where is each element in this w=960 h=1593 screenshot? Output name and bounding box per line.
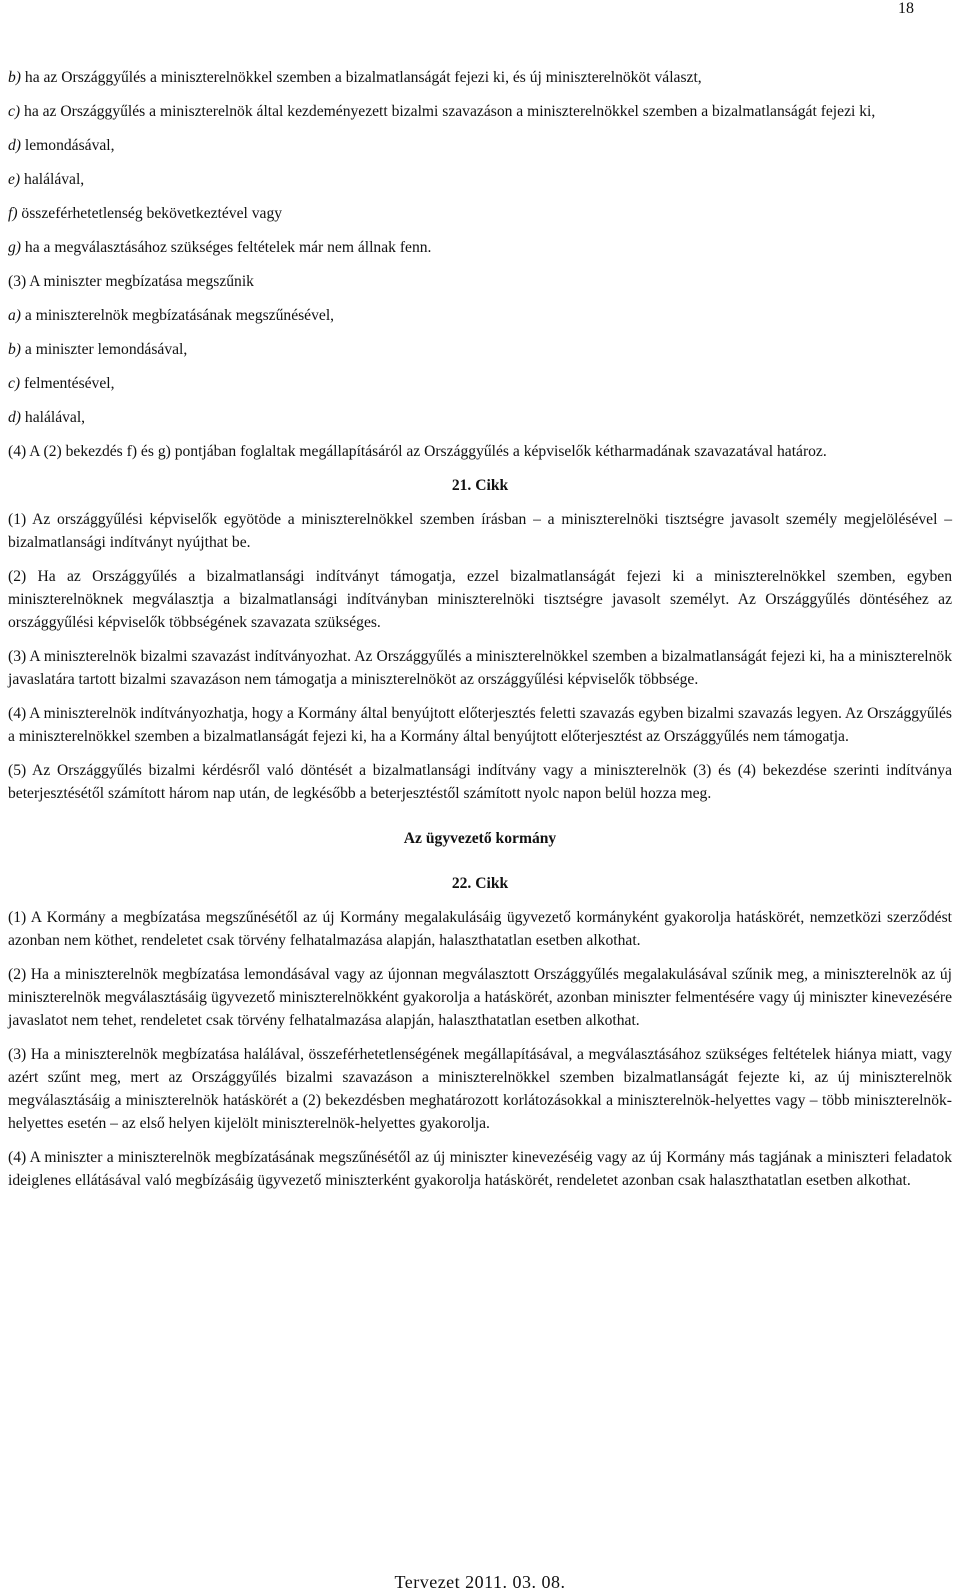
page-footer: Tervezet 2011. 03. 08.	[394, 1572, 566, 1592]
list-item	[8, 304, 952, 327]
list-letter: c)	[8, 103, 21, 120]
list-letter: f)	[8, 205, 18, 222]
page-number: 18	[898, 0, 914, 17]
list-text: ha az Országgyűlés a miniszterelnökkel szemben a bizalmatlanságát fejezi ki, és új miniszterelnököt választ,	[21, 69, 702, 86]
article-title: 22. Cikk	[451, 875, 509, 892]
list-text: ha a megválasztásához szükséges feltételek már nem állnak fenn.	[21, 239, 432, 256]
list-text: a miniszterelnök megbízatásának megszűnésével,	[21, 307, 335, 324]
list-text: összeférhetetlenség bekövetkeztével vagy	[17, 205, 283, 222]
list-letter: c)	[8, 375, 21, 392]
list-item	[8, 338, 952, 361]
document-body	[8, 66, 952, 1203]
list-text: a miniszter lemondásával,	[21, 341, 188, 358]
paragraph: (1) Az országgyűlési képviselők egyötöde a miniszterelnökkel szemben írásban – a miniszterelnöki tisztségre javasolt személy megjelölésével – bizalmatlansági indítványt nyújthat be.	[8, 511, 952, 551]
list-items-b	[8, 304, 952, 429]
list-item	[8, 236, 952, 259]
list-letter: d)	[8, 409, 21, 426]
article-title: 21. Cikk	[451, 477, 509, 494]
list-item	[8, 168, 952, 191]
list-letter: b)	[8, 69, 21, 86]
paragraph: (2) Ha az Országgyűlés a bizalmatlansági indítványt támogatja, ezzel bizalmatlanságát fejezi ki a miniszterelnökkel szemben, egyben miniszterelnöknek megválasztja a bizalmatlansági indítványban miniszterelnöki tisztségre javasolt személyt. Az Országgyűlés döntéséhez az országgyűlési képviselők többségének szavazata szükséges.	[8, 568, 952, 631]
paragraph: (3) A miniszterelnök bizalmi szavazást indítványozhat. Az Országgyűlés a miniszterelnökkel szemben a bizalmatlanságát fejezi ki, ha a miniszterelnök javaslatára tartott bizalmi szavazáson nem támogatja a miniszterelnököt az országgyűlési képviselők többsége.	[8, 648, 952, 688]
list-item	[8, 202, 952, 225]
list-letter: g)	[8, 239, 21, 256]
list-letter: e)	[8, 171, 21, 188]
list-letter: b)	[8, 341, 21, 358]
list-text: felmentésével,	[20, 375, 115, 392]
paragraph: (5) Az Országgyűlés bizalmi kérdésről való döntését a bizalmatlansági indítvány vagy a miniszterelnök (3) és (4) bekezdése szerinti indítványa beterjesztésétől számított három nap után, de legkésőbb a beterjesztéstől számított nyolc napon belül hozza meg.	[8, 762, 952, 802]
paragraph: (4) A miniszter a miniszterelnök megbízatásának megszűnésétől az új miniszter kinevezéséig vagy az új Kormány más tagjának a miniszteri feladatok ideiglenes ellátásával való megbízásáig ügyvezető miniszterként gyakorolja hatáskörét, rendeletet azonban csak halaszthatatlan esetben alkothat.	[8, 1149, 952, 1189]
list-text: ha az Országgyűlés a miniszterelnök által kezdeményezett bizalmi szavazáson a miniszterelnökkel szemben a bizalmatlanságát fejezi ki,	[20, 103, 876, 120]
list-item	[8, 406, 952, 429]
paragraph: (4) A (2) bekezdés f) és g) pontjában foglaltak megállapításáról az Országgyűlés a képviselők kétharmadának szavazatával határoz.	[8, 443, 827, 460]
list-items-a	[8, 66, 952, 259]
list-letter: d)	[8, 137, 21, 154]
paragraph: (1) A Kormány a megbízatása megszűnésétől az új Kormány megalakulásáig ügyvezető kormányként gyakorolja hatáskörét, nemzetközi szerződést azonban nem köthet, rendeletet csak törvény felhatalmazása alapján, halaszthatatlan esetben alkothat.	[8, 909, 952, 949]
list-item	[8, 66, 952, 89]
paragraph: (4) A miniszterelnök indítványozhatja, hogy a Kormány által benyújtott előterjesztés feletti szavazás egyben bizalmi szavazás legyen. Az Országgyűlés a miniszterelnökkel szemben a bizalmatlanságát fejezi ki, ha a Kormány által benyújtott előterjesztést az Országgyűlés nem támogatja.	[8, 705, 952, 745]
list-letter: a)	[8, 307, 21, 324]
list-text: halálával,	[20, 171, 85, 188]
list-item	[8, 134, 952, 157]
list-text: halálával,	[21, 409, 86, 426]
section-title: Az ügyvezető kormány	[403, 830, 557, 847]
paragraph: (3) A miniszter megbízatása megszűnik	[8, 273, 254, 290]
paragraph: (2) Ha a miniszterelnök megbízatása lemondásával vagy az újonnan megválasztott Országgyűlés megalakulásával szűnik meg, a miniszterelnök az új miniszterelnök megválasztásáig ügyvezető miniszterelnökként gyakorolja a hatáskörét, azonban miniszter felmentésére vagy új miniszter kinevezésére javaslatot nem tehet, rendeletet csak törvény felhatalmazása alapján, halaszthatatlan esetben alkothat.	[8, 966, 952, 1029]
list-item	[8, 100, 952, 123]
list-text: lemondásával,	[21, 137, 115, 154]
paragraph: (3) Ha a miniszterelnök megbízatása halálával, összeférhetetlenségének megállapításával, a megválasztásához szükséges feltételek hiánya miatt, vagy azért szűnt meg, mert az Országgyűlés bizalmi szavazáson a miniszterelnökkel szemben bizalmatlanságát fejezte ki, az új miniszterelnök megválasztásáig a miniszterelnök hatáskörét a (2) bekezdésben meghatározott korlátozásokkal a miniszterelnök-helyettes vagy – több miniszterelnök-helyettes esetén – az első helyen kijelölt miniszterelnök-helyettes gyakorolja.	[8, 1046, 952, 1132]
list-item	[8, 372, 952, 395]
